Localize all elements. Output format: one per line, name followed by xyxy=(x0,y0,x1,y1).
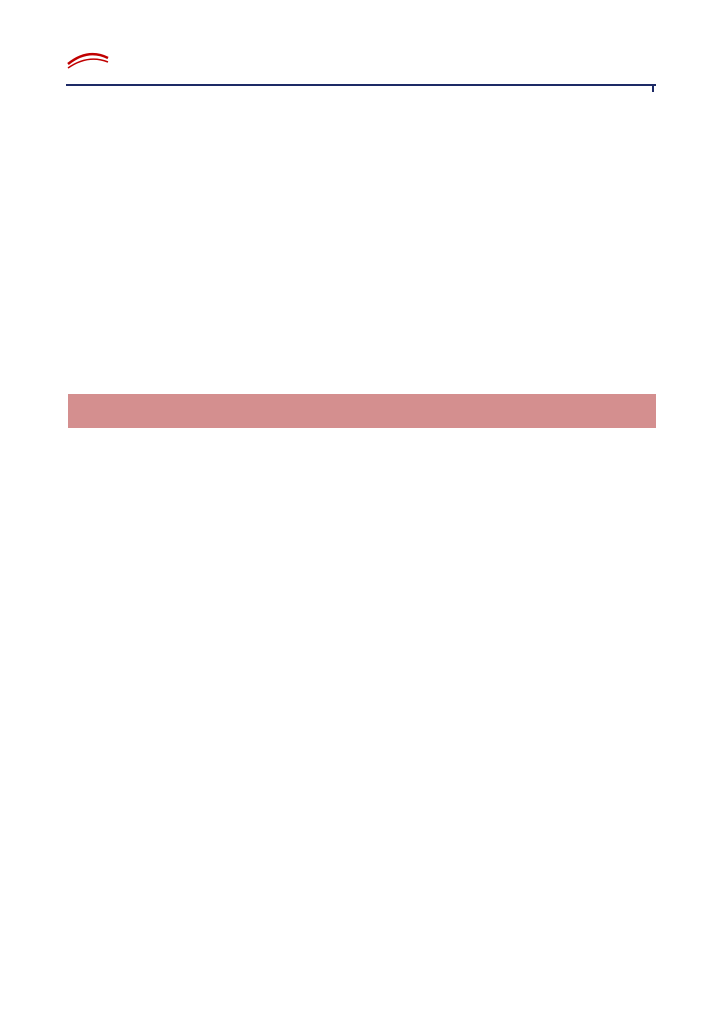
header-rule-tick xyxy=(652,84,654,92)
header-rule xyxy=(66,84,656,86)
section-banner xyxy=(68,394,656,428)
siic-logo-icon xyxy=(66,50,110,74)
company-logo xyxy=(66,44,266,84)
